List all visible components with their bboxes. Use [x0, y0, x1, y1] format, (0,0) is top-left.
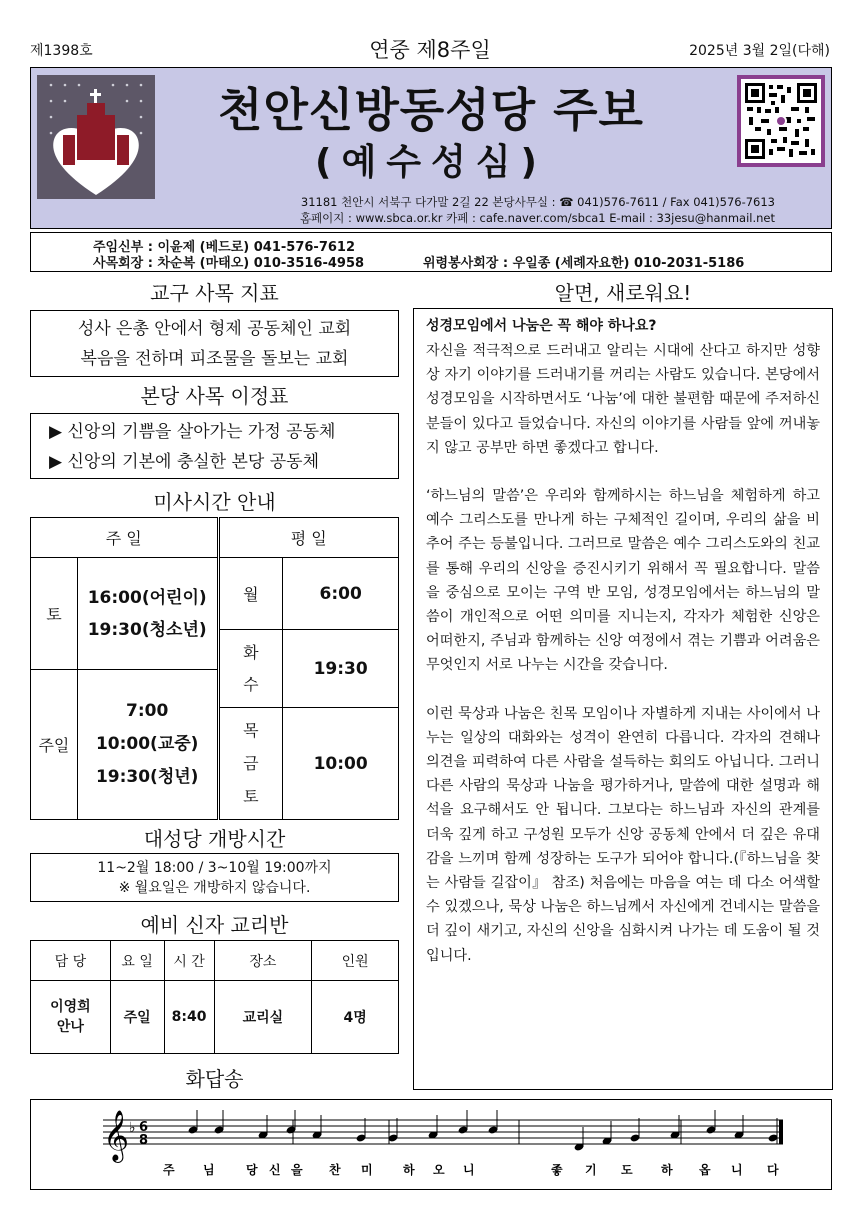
monday-label: 월 — [218, 558, 283, 630]
lyric-syllable: 좋 — [551, 1163, 563, 1177]
col-header: 담 당 — [31, 941, 111, 981]
sunday-header: 주 일 — [31, 518, 219, 558]
thu-sat-label: 목 금 토 — [218, 708, 283, 820]
open-hours-line: 11~2월 18:00 / 3~10월 19:00까지 — [97, 860, 332, 876]
time-signature-bottom: 8 — [139, 1133, 149, 1148]
top-line — [30, 34, 830, 62]
lyric-syllable: 기 — [585, 1163, 597, 1177]
lyric-syllable: 주 — [163, 1163, 175, 1177]
psalm-score — [30, 1099, 832, 1190]
staff-info — [30, 232, 832, 272]
table-cell: 주일 — [110, 981, 164, 1054]
council-info: 사목회장 : 차순복 (마태오) 010-3516-4958 — [93, 256, 365, 271]
mass-schedule-table — [30, 517, 399, 820]
lyric-syllable: 신 — [269, 1163, 281, 1177]
lyric-syllable: 님 — [203, 1163, 215, 1177]
parish-goal-line: ▶ 신앙의 기쁨을 살아가는 가정 공동체 — [49, 422, 336, 442]
col-header: 요 일 — [110, 941, 164, 981]
catechism-heading: 예비 신자 교리반 — [140, 913, 289, 937]
time-signature-top: 6 — [139, 1120, 149, 1135]
lyric-syllable: 을 — [291, 1163, 303, 1177]
table-cell: 이영희 안나 — [31, 981, 111, 1054]
parish-goal-box — [30, 413, 399, 479]
open-heading: 대성당 개방시간 — [143, 827, 286, 851]
lyric-syllable: 오 — [433, 1163, 445, 1177]
issue-number: 제1398호 — [30, 43, 93, 59]
tue-wed-label: 화 수 — [218, 630, 283, 708]
lyric-syllable: 하 — [661, 1163, 673, 1177]
diocese-goal-heading: 교구 사목 지표 — [150, 281, 279, 305]
thu-sat-time: 10:00 — [283, 708, 399, 820]
article-paragraph: 이런 묵상과 나눔은 친목 모임이나 자별하게 지내는 사이에서 나누는 일상의 대화와는 성격이 완연히 다릅니다. 각자의 견해나 의견을 피력하여 다른 사람을 설득하는 회의도 아닙니다. 그러니 다른 사람의 묵상과 나눔을 평가하거나, 말씀에 대한 설명과 해석을 요구해서도 안 됩니다. 그보다는 하느님과 자신의 관계를 더욱 깊게 하고 구성원 모두가 신앙 공동체 안에서 더 깊은 유대감을 느끼며 함께 성장하는 도구가 되어야 합니다.(『하느님을 찾는 사람들 길잡이』 참조) 처음에는 마음을 여는 데 다소 어색할 수 있겠으나, 묵상 나눔은 하느님께서 자신에게 건네시는 말씀을 더 깊이 새기고, 자신의 신앙을 심화시켜 나가는 데 도움이 될 것입니다. — [426, 705, 820, 964]
lyric-syllable: 당 — [246, 1163, 258, 1177]
catechism-table — [30, 940, 399, 1054]
saturday-times: 16:00(어린이) 19:30(청소년) — [77, 558, 218, 670]
article-box — [413, 308, 833, 1090]
liturgy-info: 위령봉사회장 : 우일종 (세례자요한) 010-2031-5186 — [423, 256, 745, 271]
monday-time: 6:00 — [283, 558, 399, 630]
diocese-goal-box — [30, 310, 399, 377]
diocese-goal-line: 복음을 전하며 피조물을 돌보는 교회 — [80, 349, 349, 369]
liturgical-week: 연중 제8주일 — [369, 38, 491, 62]
lyric-syllable: 니 — [463, 1163, 475, 1177]
diocese-goal-line: 성사 은총 안에서 형제 공동체인 교회 — [77, 319, 352, 339]
lyric-syllable: 다 — [767, 1163, 779, 1177]
bulletin-title: 천안신방동성당 주보 — [218, 83, 644, 137]
col-header: 시 간 — [164, 941, 214, 981]
masthead — [30, 67, 832, 229]
article-paragraph: ‘하느님의 말씀’은 우리와 함께하시는 하느님을 체험하게 하고 예수 그리스도를 만나게 하는 구체적인 길이며, 우리의 삶을 비추어 주는 등불입니다. 그러므로 말씀은 예수 그리스도와의 친교를 통해 우리의 신앙을 증진시키기 위해서 꼭 필요합니다. 말씀을 중심으로 모이는 구역 반 모임, 성경모임에서는 하느님의 말씀이 개인적으로 어떤 의미를 지니는지, 각자가 체험한 신앙은 어떠한지, 주님과 함께하는 신앙 여정에서 겪는 기쁨과 어려움은 무엇인지 서로 나누는 시간을 갖습니다. — [426, 488, 820, 674]
contact-info — [300, 194, 775, 226]
lyric-syllable: 니 — [731, 1163, 743, 1177]
open-hours-note: ※ 월요일은 개방하지 않습니다. — [118, 880, 311, 896]
sunday-label: 주일 — [31, 670, 78, 820]
parish-goal-line: ▶ 신앙의 기본에 충실한 본당 공동체 — [49, 452, 320, 472]
table-cell: 8:40 — [164, 981, 214, 1054]
weekday-header: 평 일 — [218, 518, 398, 558]
article-heading: 알면, 새로워요! — [554, 281, 692, 305]
lyric-syllable: 하 — [403, 1163, 415, 1177]
article-paragraph: 자신을 적극적으로 드러내고 알리는 시대에 산다고 하지만 성향상 자기 이야기를 드러내기를 꺼리는 사람도 있습니다. 본당에서 성경모임을 시작하면서도 ‘나눔’에 대한 불편함 때문에 주저하신 분들이 있다고 들었습니다. 자신의 이야기를 사람들 앞에 꺼내놓지 않고 공부만 하면 좋겠다고 합니다. — [426, 343, 820, 456]
bulletin-subtitle: (예수성심) — [314, 142, 547, 183]
open-hours-box — [30, 853, 399, 902]
table-cell: 교리실 — [214, 981, 312, 1054]
saturday-label: 토 — [31, 558, 78, 670]
address-line: 31181 천안시 서북구 다가말 2길 22 본당사무실 : ☎ 041)576-7611 / Fax 041)576-7613 — [300, 195, 775, 209]
lyric-syllable: 찬 — [329, 1163, 341, 1177]
parish-goal-heading: 본당 사목 이정표 — [140, 384, 289, 408]
psalm-heading: 화답송 — [185, 1067, 244, 1091]
col-header: 인원 — [312, 941, 399, 981]
lyric-syllable: 미 — [361, 1163, 373, 1177]
web-line: 홈페이지 : www.sbca.or.kr 카페 : cafe.naver.com/sbca1 E-mail : 33jesu@hanmail.net — [299, 211, 775, 225]
article-question: 성경모임에서 나눔은 꼭 해야 하나요? — [426, 318, 657, 334]
lyric-syllable: 도 — [621, 1163, 633, 1177]
mass-heading: 미사시간 안내 — [153, 490, 276, 514]
col-header: 장소 — [214, 941, 312, 981]
tue-wed-time: 19:30 — [283, 630, 399, 708]
table-cell: 4명 — [312, 981, 399, 1054]
flat-icon: ♭ — [129, 1120, 136, 1136]
treble-clef-icon: 𝄞 — [103, 1110, 130, 1161]
sunday-times: 7:00 10:00(교중) 19:30(청년) — [77, 670, 218, 820]
qr-code-icon[interactable] — [737, 75, 825, 167]
issue-date: 2025년 3월 2일(다해) — [689, 43, 830, 59]
pastor-info: 주임신부 : 이윤제 (베드로) 041-576-7612 — [93, 240, 356, 255]
lyric-syllable: 옵 — [699, 1163, 711, 1177]
